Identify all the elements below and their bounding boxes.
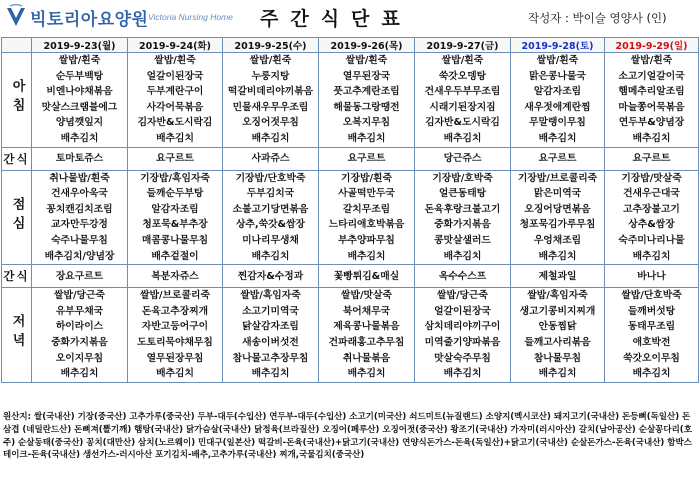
menu-item: 찐감자&수정과	[237, 270, 304, 282]
menu-item: 청포묵김가루무침	[519, 219, 596, 231]
menu-item: 마늘쫑어묵볶음	[618, 101, 685, 113]
menu-item: 쌀밥/흰죽	[58, 55, 101, 66]
menu-item: 건새우아욱국	[51, 188, 108, 200]
menu-item: 소불고기당면볶음	[232, 203, 309, 215]
menu-item: 당근쥬스	[443, 153, 482, 165]
menu-item: 쌀밥/흰죽	[630, 55, 673, 66]
menu-item: 오복지무침	[342, 117, 391, 129]
snack-cell	[32, 147, 128, 170]
menu-item: 청포묵&부추장	[142, 219, 208, 231]
meal-label	[2, 170, 32, 265]
meal-row	[2, 170, 699, 265]
menu-item: 배추김치	[632, 250, 671, 262]
snack-cell	[223, 147, 319, 170]
menu-item: 시래기된장지짐	[429, 101, 496, 113]
meal-row	[2, 288, 699, 383]
menu-item: 배추겉절이	[151, 250, 199, 262]
menu-item: 배추김치	[632, 368, 671, 380]
snack-cell	[511, 147, 605, 170]
menu-item: 제육콩나물볶음	[333, 321, 400, 333]
page-header	[0, 0, 700, 36]
meal-cell	[319, 288, 415, 383]
snack-cell	[32, 265, 128, 288]
meal-cell	[511, 170, 605, 265]
menu-item: 쌀밥/흰죽	[536, 55, 579, 66]
menu-item: 들깨고사리볶음	[524, 336, 591, 348]
menu-item: 알감자조림	[151, 203, 199, 215]
menu-item: 돈육후랑크불고기	[424, 203, 501, 215]
origin-footnote: 원산지: 쌀(국내산) 기장(중국산) 고추가루(중국산) 두부-대두(수입산) 연두부-대두(수입산) 소고기(미국산) 쇠드미트(뉴질랜드) 소양지(멕시코산) 돼지고기(국내산) 돈등뼈(독일산) 돈삼겹 (네덜란드산) 돈뼈져(뽈기깨) 햄탕(국내산) 닭가슴살(국내산) 닭정육(브라질산) 오징어(페루산) 오징어젓(중국산) 왕조기(국내산) 가자미(러시아산) 갈치(남아공산) 순살꽁다리(호주) 순살동태(중국산) 꽁치(대만산) 삼치(노르웨이) 민대구(일본산) 떡갈비-돈육(국내산)+닭고기(국내산) 연양식돈가스-돈육(독일산)+닭고기(국내산) 순살돈가스-돈육(국내산) 함박스테이크-돈육(국내산) 생선가스-러시아산 포기김치-배추,고추가루(국내산) 찌개,국물김치(중국산)	[3, 412, 692, 461]
menu-item: 돈육고추장찌개	[141, 305, 209, 317]
meal-cell	[605, 288, 699, 383]
date-header: 2019-9-25(수)	[223, 38, 319, 53]
menu-item: 미역줄기양파볶음	[424, 336, 501, 348]
menu-item: 열무된장국	[342, 70, 391, 82]
meal-label-text: 간식	[3, 151, 30, 166]
meal-cell	[223, 170, 319, 265]
menu-item: 쑥갓오뎅탕	[438, 70, 487, 82]
menu-item: 요구르트	[538, 153, 577, 165]
menu-item: 제철과일	[538, 270, 577, 282]
menu-item: 쌀밥/단호박죽	[621, 290, 682, 302]
snack-row	[2, 265, 699, 288]
meal-label-text: 저녁	[9, 314, 25, 353]
menu-item: 건파래홍고추무침	[328, 336, 405, 348]
menu-item: 떡갈비데리야끼볶음	[227, 86, 314, 98]
author-line: 작성자 : 박이슬 영양사 (인)	[528, 11, 667, 25]
meal-cell	[319, 170, 415, 265]
date-header: 2019-9-24(화)	[128, 38, 223, 53]
menu-item: 들깨순두부탕	[146, 188, 204, 200]
menu-item: 배추김치	[251, 250, 290, 262]
menu-item: 배추김치	[632, 132, 671, 144]
menu-item: 참나물고추장무침	[232, 352, 309, 364]
weekly-menu-table	[1, 37, 699, 383]
menu-item: 배추김치	[443, 132, 482, 144]
menu-item: 중화가지볶음	[434, 219, 491, 231]
menu-item: 맑은미역국	[533, 188, 582, 200]
menu-item: 비엔나야채볶음	[46, 86, 113, 98]
page-title: 주간식단표	[260, 8, 412, 30]
menu-item: 얼갈이된장국	[434, 305, 491, 317]
menu-item: 배추김치	[60, 132, 99, 144]
snack-cell	[415, 265, 511, 288]
meal-cell	[32, 170, 128, 265]
menu-item: 요구르트	[347, 153, 386, 165]
meal-cell	[319, 53, 415, 148]
menu-item: 햄메추리알조림	[618, 86, 685, 98]
snack-cell	[415, 147, 511, 170]
date-header: 2019-9-28(토)	[511, 38, 605, 53]
corner-cell	[2, 38, 32, 53]
menu-item: 하이라이스	[55, 321, 104, 333]
menu-item: 쌀밥/흑임자죽	[240, 290, 301, 302]
menu-item: 건새우근대국	[623, 188, 680, 200]
menu-item: 숙주미나리나물	[618, 234, 685, 246]
menu-item: 장요구르트	[55, 270, 104, 282]
menu-item: 두부계란구이	[146, 86, 204, 98]
menu-item: 열무된장무침	[146, 352, 204, 364]
menu-item: 쌀밥/흑임자죽	[527, 290, 588, 302]
menu-item: 기장밥/맛살죽	[621, 172, 682, 184]
menu-item: 얼갈이된장국	[146, 70, 204, 82]
menu-item: 복분자쥬스	[151, 270, 199, 282]
meal-label	[2, 265, 32, 288]
menu-item: 알감자조림	[533, 86, 582, 98]
menu-item: 새우젓애계란찜	[524, 101, 591, 113]
menu-item: 기장밥/흰죽	[341, 172, 392, 184]
menu-item: 김자반&도시락김	[425, 117, 500, 129]
snack-row	[2, 147, 699, 170]
meal-cell	[128, 53, 223, 148]
meal-cell	[223, 53, 319, 148]
menu-item: 교자만두강정	[51, 219, 108, 231]
meal-cell	[415, 170, 511, 265]
menu-item: 갈치무조림	[342, 203, 391, 215]
menu-item: 쌀밥/당근죽	[54, 290, 105, 302]
menu-item: 닭살감자조림	[242, 321, 299, 333]
menu-item: 배추김치	[538, 132, 577, 144]
menu-item: 맛살숙주무침	[434, 352, 491, 364]
menu-item: 느타리애호박볶음	[328, 219, 405, 231]
meal-cell	[415, 288, 511, 383]
menu-item: 배추김치	[538, 368, 577, 380]
snack-cell	[319, 265, 415, 288]
menu-item: 건새우두부무조림	[424, 86, 501, 98]
menu-item: 꽃빵튀김&매실	[333, 270, 400, 282]
menu-item: 배추김치	[251, 132, 290, 144]
menu-item: 쌀밥/흰죽	[345, 55, 388, 66]
menu-item: 쌀밥/흰죽	[154, 55, 196, 66]
snack-cell	[319, 147, 415, 170]
menu-item: 오징어당면볶음	[524, 203, 591, 215]
meal-cell	[511, 53, 605, 148]
menu-item: 기장밥/호박죽	[432, 172, 493, 184]
menu-item: 매콤콩나물무침	[141, 234, 209, 246]
meal-cell	[32, 53, 128, 148]
menu-item: 누룽지탕	[251, 70, 290, 82]
menu-item: 사각어묵볶음	[146, 101, 204, 113]
brand-subtitle: Victoria Nursing Home	[148, 12, 233, 22]
snack-cell	[605, 147, 699, 170]
menu-item: 유부무채국	[55, 305, 104, 317]
menu-item: 안동찜닭	[538, 321, 577, 333]
menu-item: 쌀밥/맛살죽	[341, 290, 392, 302]
menu-item: 사골떡만두국	[338, 188, 395, 200]
menu-item: 김자반&도시락김	[137, 117, 213, 129]
menu-item: 순두부백탕	[55, 70, 104, 82]
menu-item: 양념깻잎지	[55, 117, 104, 129]
menu-item: 배추김치	[443, 250, 482, 262]
date-header: 2019-9-27(금)	[415, 38, 511, 53]
menu-item: 우엉채조림	[533, 234, 582, 246]
menu-item: 소고기얼갈이국	[618, 70, 685, 82]
date-header-row	[2, 38, 699, 53]
snack-cell	[128, 265, 223, 288]
menu-item: 고추장불고기	[623, 203, 680, 215]
meal-cell	[605, 170, 699, 265]
menu-item: 들깨버섯탕	[627, 305, 676, 317]
menu-item: 기장밥/브로콜리죽	[517, 172, 598, 184]
menu-item: 새송이버섯전	[242, 336, 299, 348]
menu-item: 동태무조림	[627, 321, 676, 333]
menu-item: 배추김치	[347, 132, 386, 144]
menu-item: 풋고추계란조림	[333, 86, 400, 98]
date-header: 2019-9-29(일)	[605, 38, 699, 53]
menu-item: 맛살스크램블에그	[41, 101, 118, 113]
meal-label	[2, 53, 32, 148]
menu-item: 맑은콩나물국	[529, 70, 586, 82]
menu-item: 미나리무생채	[242, 234, 299, 246]
menu-item: 쌀밥/흰죽	[441, 55, 484, 66]
menu-item: 사과쥬스	[251, 153, 290, 165]
menu-item: 콩맛살샐러드	[434, 234, 491, 246]
menu-item: 바나나	[637, 270, 666, 282]
menu-item: 생고기콩비지찌개	[519, 305, 596, 317]
snack-cell	[128, 147, 223, 170]
menu-item: 취나물밥/흰죽	[49, 172, 110, 184]
menu-item: 오이지무침	[55, 352, 104, 364]
menu-item: 배추김치	[347, 368, 386, 380]
menu-item: 꽁치캔김치조림	[46, 203, 113, 215]
menu-item: 상추,쑥갓&쌈장	[235, 219, 306, 231]
snack-cell	[511, 265, 605, 288]
date-header: 2019-9-23(월)	[32, 38, 128, 53]
menu-item: 토마토쥬스	[55, 153, 104, 165]
menu-item: 배추김치	[347, 250, 386, 262]
menu-item: 자반고등어구이	[141, 321, 209, 333]
menu-item: 애호박전	[632, 336, 671, 348]
meal-label-text: 점심	[9, 196, 25, 235]
menu-item: 얼큰동태탕	[438, 188, 487, 200]
menu-item: 기장밥/흑임자죽	[140, 172, 210, 184]
meal-cell	[128, 170, 223, 265]
meal-cell	[32, 288, 128, 383]
meal-cell	[223, 288, 319, 383]
menu-item: 배추김치	[443, 368, 482, 380]
menu-item: 삼치데리야끼구이	[424, 321, 501, 333]
menu-item: 무말랭이무침	[529, 117, 586, 129]
menu-item: 상추&쌈장	[628, 219, 675, 231]
meal-label	[2, 147, 32, 170]
menu-item: 도토리묵야채무침	[137, 336, 213, 348]
menu-item: 오징어젓무침	[242, 117, 299, 129]
menu-item: 소고기미역국	[242, 305, 299, 317]
menu-item: 두부김치국	[246, 188, 295, 200]
menu-item: 쑥갓오이무침	[623, 352, 680, 364]
menu-item: 요구르트	[632, 153, 671, 165]
meal-label	[2, 288, 32, 383]
menu-item: 배추김치	[156, 132, 194, 144]
snack-cell	[605, 265, 699, 288]
menu-item: 쌀밥/당근죽	[437, 290, 488, 302]
menu-item: 배추김치	[156, 368, 194, 380]
date-header: 2019-9-26(목)	[319, 38, 415, 53]
menu-item: 연두부&양념장	[618, 117, 685, 129]
menu-item: 중화가지볶음	[51, 336, 108, 348]
meal-cell	[511, 288, 605, 383]
menu-item: 취나물볶음	[342, 352, 391, 364]
menu-item: 쌀밥/브로콜리죽	[140, 290, 210, 302]
menu-item: 민물새우무우조림	[232, 101, 309, 113]
brand-name: 빅토리아요양원	[30, 10, 149, 30]
meal-row	[2, 53, 699, 148]
menu-item: 숙주나물무침	[51, 234, 108, 246]
menu-item: 북어채무국	[342, 305, 391, 317]
meal-label-text: 아침	[9, 79, 25, 118]
logo-icon	[4, 4, 28, 30]
menu-item: 배추김치	[60, 368, 99, 380]
menu-item: 옥수수스프	[438, 270, 487, 282]
menu-item: 부추양파무침	[338, 234, 395, 246]
menu-item: 해물동그랑땡전	[333, 101, 400, 113]
meal-label-text: 간식	[3, 269, 30, 284]
menu-item: 참나물무침	[533, 352, 582, 364]
menu-item: 기장밥/단호박죽	[235, 172, 306, 184]
menu-item: 쌀밥/흰죽	[249, 55, 292, 66]
menu-item: 배추김치/양념장	[44, 250, 115, 262]
meal-cell	[415, 53, 511, 148]
meal-cell	[128, 288, 223, 383]
meal-cell	[605, 53, 699, 148]
snack-cell	[223, 265, 319, 288]
menu-item: 배추김치	[538, 250, 577, 262]
menu-item: 배추김치	[251, 368, 290, 380]
menu-item: 요구르트	[156, 153, 194, 165]
